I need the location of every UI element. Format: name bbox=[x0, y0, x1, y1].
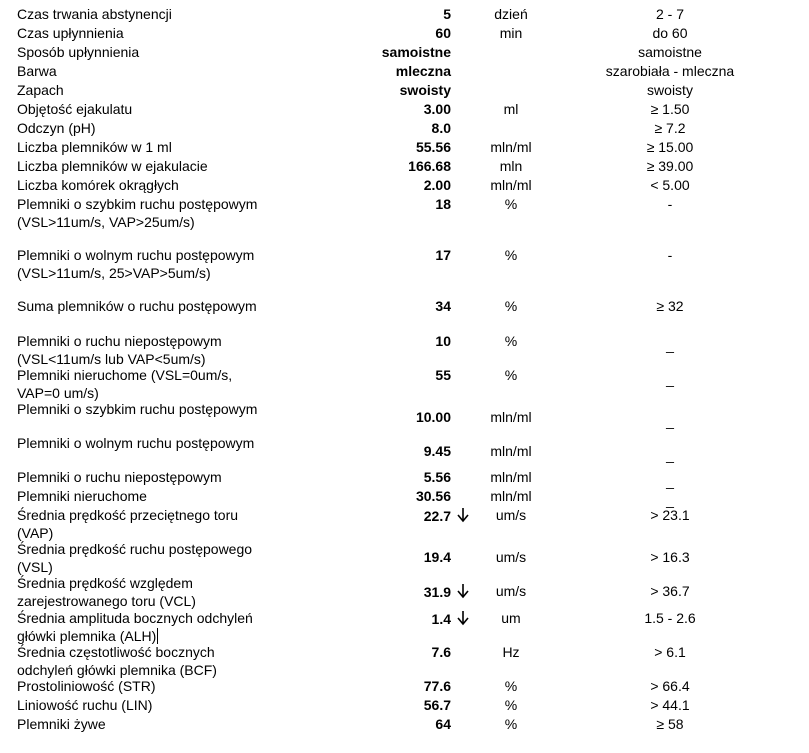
unit-label: um/s bbox=[495, 549, 527, 565]
result-value-text: 10.00 bbox=[415, 409, 451, 425]
parameter-label bbox=[17, 196, 262, 231]
reference-range: ≥ 32 bbox=[656, 298, 684, 314]
reference-range: _ bbox=[666, 447, 674, 463]
reference-range: 2 - 7 bbox=[655, 6, 684, 22]
parameter-label-text: Średnia prędkość względem zarejestrowanego toru (VCL) bbox=[17, 575, 196, 609]
result-value bbox=[435, 367, 451, 385]
result-value bbox=[382, 44, 451, 62]
unit-label: mln/ml bbox=[490, 488, 532, 504]
parameter-label bbox=[17, 158, 262, 176]
parameter-label-text: Prostoliniowość (STR) bbox=[17, 678, 156, 694]
parameter-label-text: Czas trwania abstynencji bbox=[17, 6, 172, 22]
parameter-label bbox=[17, 488, 262, 506]
unit-label: um/s bbox=[495, 583, 527, 599]
result-value-text: 10 bbox=[435, 333, 451, 349]
result-value-text: 7.6 bbox=[431, 644, 451, 660]
parameter-label-text: Średnia prędkość ruchu postępowego (VSL) bbox=[17, 541, 253, 575]
result-value bbox=[435, 247, 451, 265]
parameter-label bbox=[17, 507, 262, 542]
parameter-label-text: Plemniki o ruchu niepostępowym bbox=[17, 469, 222, 485]
unit-label: um/s bbox=[495, 507, 527, 523]
reference-range: _ bbox=[666, 492, 674, 508]
parameter-label bbox=[17, 139, 262, 157]
parameter-label bbox=[17, 644, 262, 679]
result-value bbox=[424, 101, 451, 119]
reference-range: < 5.00 bbox=[650, 177, 690, 193]
parameter-label bbox=[17, 575, 262, 610]
unit-label: % bbox=[504, 196, 518, 212]
parameter-label-text: Plemniki żywe bbox=[17, 716, 106, 732]
reference-range: ≥ 1.50 bbox=[650, 101, 690, 117]
result-value bbox=[432, 644, 451, 662]
unit-label: % bbox=[504, 247, 518, 263]
parameter-label bbox=[17, 610, 262, 645]
result-value-text: samoistne bbox=[381, 44, 451, 60]
result-value-text: 3.00 bbox=[423, 101, 451, 117]
parameter-label bbox=[17, 716, 262, 734]
reference-range: _ bbox=[666, 371, 674, 387]
parameter-label-text: Liczba plemników w 1 ml bbox=[17, 139, 172, 155]
unit-label: % bbox=[504, 367, 518, 383]
parameter-label-text: Plemniki o ruchu niepostępowym (VSL<11um/s lub VAP<5um/s) bbox=[17, 333, 222, 367]
unit-label: dzień bbox=[494, 6, 528, 22]
reference-range: swoisty bbox=[647, 82, 693, 98]
unit-label: ml bbox=[503, 101, 519, 117]
result-value bbox=[424, 583, 469, 602]
result-value-text: 9.45 bbox=[423, 443, 451, 459]
result-value-text: 5 bbox=[443, 6, 451, 22]
parameter-label-text: Sposób upłynnienia bbox=[17, 44, 140, 60]
result-value-text: 17 bbox=[435, 247, 451, 263]
reference-range: _ bbox=[666, 337, 674, 353]
parameter-label bbox=[17, 298, 262, 316]
unit-label: mln bbox=[499, 158, 523, 174]
reference-range: ≥ 15.00 bbox=[646, 139, 694, 155]
parameter-label bbox=[17, 697, 262, 715]
parameter-label bbox=[17, 63, 262, 81]
unit-label: um bbox=[501, 610, 521, 626]
parameter-label-text: Barwa bbox=[17, 63, 57, 79]
result-value-text: 8.0 bbox=[431, 120, 451, 136]
unit-label: mln/ml bbox=[490, 469, 532, 485]
result-value bbox=[432, 610, 469, 629]
parameter-label-text: Liniowość ruchu (LIN) bbox=[17, 697, 153, 713]
result-value bbox=[396, 63, 451, 81]
parameter-label-text: Średnia amplituda bocznych odchyleń główki plemnika (ALH) bbox=[17, 610, 253, 644]
result-value-text: 5.56 bbox=[423, 469, 451, 485]
reference-range: > 36.7 bbox=[650, 583, 690, 599]
result-value-text: 34 bbox=[435, 298, 451, 314]
parameter-label-text: Plemniki nieruchome (VSL=0um/s, VAP=0 um/s) bbox=[17, 367, 233, 401]
unit-label: % bbox=[504, 678, 518, 694]
result-value-text: 56.7 bbox=[423, 697, 451, 713]
result-value-text: 18 bbox=[435, 196, 451, 212]
reference-range: - bbox=[667, 196, 673, 212]
parameter-label-text: Objętość ejakulatu bbox=[17, 101, 133, 117]
reference-range: > 44.1 bbox=[650, 697, 690, 713]
parameter-label bbox=[17, 177, 262, 195]
result-value-text: mleczna bbox=[395, 63, 451, 79]
parameter-label bbox=[17, 435, 262, 453]
parameter-label bbox=[17, 6, 262, 24]
parameter-label bbox=[17, 333, 262, 368]
parameter-label bbox=[17, 367, 262, 402]
parameter-label-text: Odczyn (pH) bbox=[17, 120, 96, 136]
parameter-label bbox=[17, 82, 262, 100]
result-value bbox=[424, 507, 469, 526]
result-value-text: 19.4 bbox=[423, 549, 451, 565]
result-value-text: 55.56 bbox=[415, 139, 451, 155]
parameter-label bbox=[17, 541, 262, 576]
result-value bbox=[435, 298, 451, 316]
unit-label: Hz bbox=[502, 644, 520, 660]
result-value-text: 2.00 bbox=[423, 177, 451, 193]
parameter-label-text: Plemniki nieruchome bbox=[17, 488, 147, 504]
result-value bbox=[432, 120, 451, 138]
parameter-label bbox=[17, 44, 262, 62]
unit-label: mln/ml bbox=[490, 443, 532, 459]
result-value bbox=[424, 469, 451, 487]
result-value bbox=[435, 333, 451, 351]
down-arrow-icon bbox=[457, 507, 469, 523]
result-value-text: 22.7 bbox=[423, 508, 451, 524]
parameter-label-text: Średnia prędkość przeciętnego toru (VAP) bbox=[17, 507, 239, 541]
result-value bbox=[435, 716, 451, 734]
parameter-label bbox=[17, 678, 262, 696]
result-value bbox=[416, 139, 451, 157]
result-value-text: 64 bbox=[435, 716, 451, 732]
unit-label: % bbox=[504, 333, 518, 349]
result-value bbox=[424, 697, 451, 715]
parameter-label-text: Zapach bbox=[17, 82, 64, 98]
result-value bbox=[424, 549, 451, 567]
unit-label: % bbox=[504, 716, 518, 732]
reference-range: > 6.1 bbox=[654, 644, 686, 660]
result-value-text: 166.68 bbox=[408, 158, 451, 174]
result-value bbox=[435, 25, 451, 43]
result-value bbox=[424, 678, 451, 696]
reference-range: do 60 bbox=[652, 25, 688, 41]
parameter-label-text: Czas upłynnienia bbox=[17, 25, 124, 41]
parameter-label bbox=[17, 469, 262, 487]
parameter-label-text: Liczba komórek okrągłych bbox=[17, 177, 179, 193]
result-value-text: 31.9 bbox=[423, 584, 451, 600]
result-value-text: 77.6 bbox=[423, 678, 451, 694]
parameter-label bbox=[17, 120, 262, 138]
parameter-label-text: Suma plemników o ruchu postępowym bbox=[17, 298, 257, 314]
parameter-label-text: Liczba plemników w ejakulacie bbox=[17, 158, 208, 174]
reference-range: _ bbox=[666, 413, 674, 429]
down-arrow-icon bbox=[457, 583, 469, 599]
down-arrow-icon bbox=[457, 610, 469, 626]
result-value-text: 1.4 bbox=[431, 611, 451, 627]
unit-label: min bbox=[499, 25, 523, 41]
parameter-label-text: Plemniki o wolnym ruchu postępowym (VSL>11um/s, 25>VAP>5um/s) bbox=[17, 247, 255, 281]
result-value-text: swoisty bbox=[399, 82, 451, 98]
parameter-label bbox=[17, 101, 262, 119]
unit-label: % bbox=[504, 697, 518, 713]
result-value-text: 55 bbox=[435, 367, 451, 383]
result-value bbox=[416, 488, 451, 506]
parameter-label-text: Plemniki o wolnym ruchu postępowym bbox=[17, 435, 255, 451]
reference-range: samoistne bbox=[638, 44, 702, 60]
reference-range: ≥ 58 bbox=[656, 716, 684, 732]
text-cursor bbox=[157, 628, 158, 644]
parameter-label bbox=[17, 25, 262, 43]
reference-range: _ bbox=[666, 473, 674, 489]
reference-range: ≥ 7.2 bbox=[654, 120, 686, 136]
unit-label: mln/ml bbox=[490, 177, 532, 193]
result-value bbox=[435, 196, 451, 214]
reference-range: > 16.3 bbox=[650, 549, 690, 565]
result-value bbox=[424, 177, 451, 195]
parameter-label-text: Plemniki o szybkim ruchu postępowym (VSL>11um/s, VAP>25um/s) bbox=[17, 196, 258, 230]
parameter-label-text: Plemniki o szybkim ruchu postępowym bbox=[17, 401, 258, 417]
result-value bbox=[416, 409, 451, 427]
reference-range: > 23.1 bbox=[650, 507, 690, 523]
unit-label: mln/ml bbox=[490, 139, 532, 155]
result-value-text: 60 bbox=[435, 25, 451, 41]
reference-range: 1.5 - 2.6 bbox=[644, 610, 696, 626]
reference-range: - bbox=[667, 247, 673, 263]
result-value bbox=[424, 443, 451, 461]
result-value bbox=[443, 6, 451, 24]
reference-range: ≥ 39.00 bbox=[646, 158, 694, 174]
unit-label: mln/ml bbox=[490, 409, 532, 425]
reference-range: szarobiała - mleczna bbox=[605, 63, 735, 79]
result-value bbox=[400, 82, 451, 100]
parameter-label-text: Średnia częstotliwość bocznych odchyleń główki plemnika (BCF) bbox=[17, 644, 217, 678]
result-value bbox=[408, 158, 451, 176]
parameter-label bbox=[17, 247, 262, 282]
unit-label: % bbox=[504, 298, 518, 314]
result-value-text: 30.56 bbox=[415, 488, 451, 504]
reference-range: > 66.4 bbox=[650, 678, 690, 694]
parameter-label bbox=[17, 401, 262, 419]
